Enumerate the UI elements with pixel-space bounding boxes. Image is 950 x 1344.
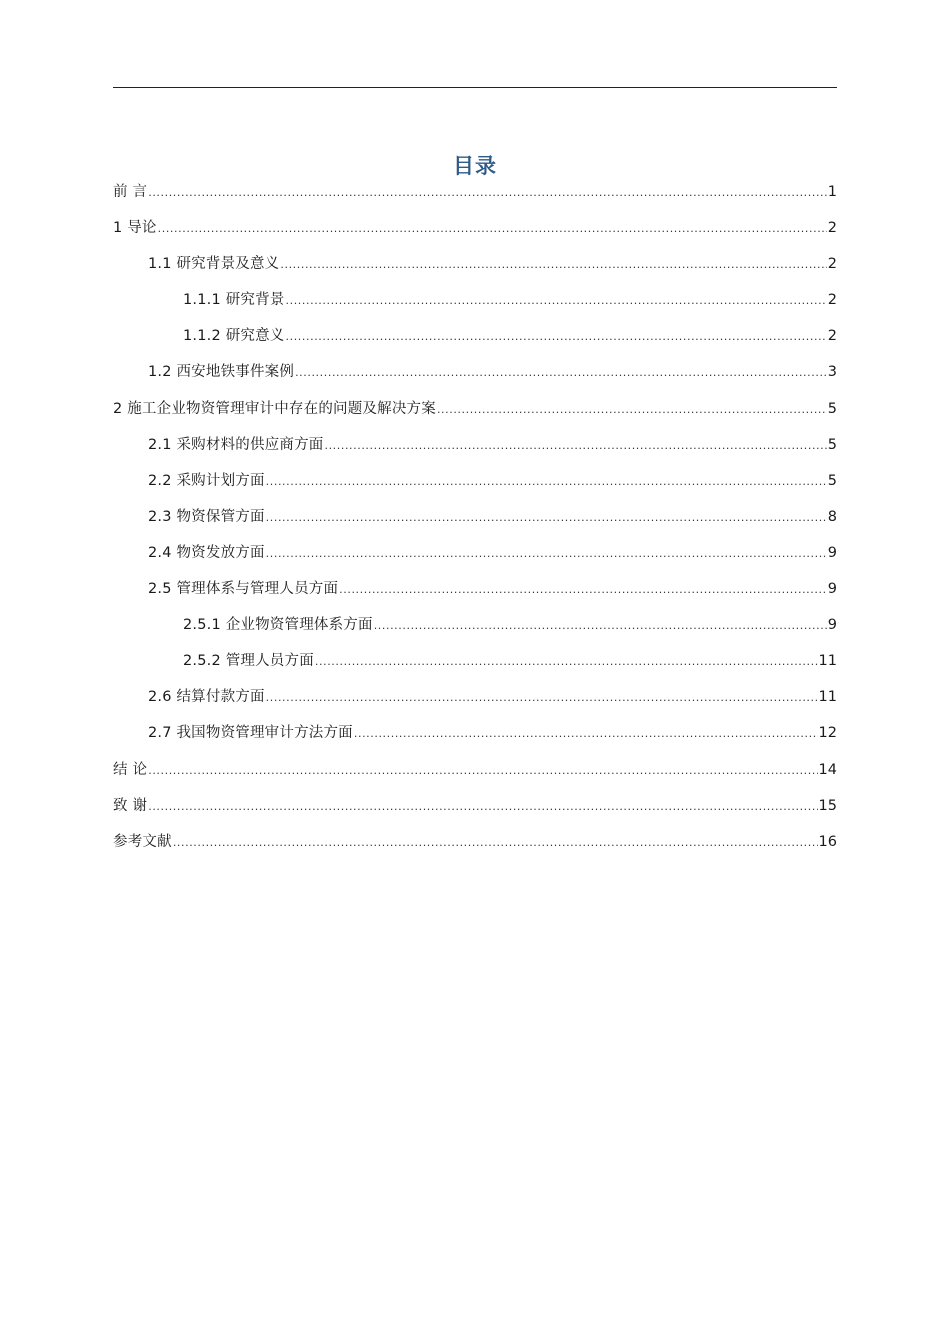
toc-entry-label: 2.5 管理体系与管理人员方面 <box>148 581 339 598</box>
toc-dot-leader <box>374 612 827 640</box>
toc-entry-preface[interactable] <box>113 178 837 214</box>
toc-entry-section-2-4[interactable] <box>113 539 837 575</box>
toc-entry-label: 2.3 物资保管方面 <box>148 508 265 525</box>
toc-dot-leader <box>266 684 818 712</box>
toc-entry-section-2-1[interactable] <box>113 431 837 467</box>
toc-dot-leader <box>173 829 818 857</box>
toc-entry-label: 1.1.1 研究背景 <box>183 292 285 309</box>
toc-entry-label: 2.6 结算付款方面 <box>148 689 265 706</box>
toc-dot-leader <box>148 793 817 821</box>
toc-entry-label: 2.4 物资发放方面 <box>148 544 265 561</box>
toc-dot-leader <box>148 757 817 785</box>
toc-dot-leader <box>280 251 826 279</box>
toc-entry-page: 5 <box>827 472 837 489</box>
toc-entry-section-2-6[interactable] <box>113 683 837 719</box>
toc-entry-page: 11 <box>818 653 837 670</box>
toc-dot-leader <box>437 396 827 424</box>
toc-entry-section-1-1-1[interactable] <box>113 286 837 322</box>
toc-entry-page: 2 <box>827 220 837 237</box>
toc-entry-section-2-7[interactable] <box>113 719 837 755</box>
toc-entry-page: 5 <box>827 400 837 417</box>
toc-entry-section-1-1-2[interactable] <box>113 322 837 358</box>
toc-entry-acknowledgements[interactable] <box>113 792 837 828</box>
toc-entry-section-2-3[interactable] <box>113 503 837 539</box>
toc-entry-label: 结 论 <box>113 761 148 778</box>
toc-entry-page: 3 <box>827 364 837 381</box>
toc-entry-label: 1.2 西安地铁事件案例 <box>148 364 295 381</box>
header-rule <box>113 87 837 88</box>
toc-entry-page: 8 <box>827 508 837 525</box>
toc-dot-leader <box>158 215 827 243</box>
toc-entry-page: 5 <box>827 436 837 453</box>
toc-entry-conclusion[interactable] <box>113 756 837 792</box>
toc-dot-leader <box>324 432 826 460</box>
toc-dot-leader <box>339 576 827 604</box>
toc-entry-chapter-2[interactable] <box>113 395 837 431</box>
toc-entry-label: 1 导论 <box>113 220 157 237</box>
toc-dot-leader <box>266 504 827 532</box>
toc-entry-section-2-5[interactable] <box>113 575 837 611</box>
toc-entry-section-2-5-1[interactable] <box>113 611 837 647</box>
toc-entry-section-1-1[interactable] <box>113 250 837 286</box>
toc-entry-page: 2 <box>827 292 837 309</box>
toc-entry-section-1-2[interactable] <box>113 358 837 394</box>
toc-entry-label: 2.5.2 管理人员方面 <box>183 653 314 670</box>
toc-entry-references[interactable] <box>113 828 837 864</box>
toc-title: 目录 <box>453 154 497 179</box>
toc-entry-label: 参考文献 <box>113 833 172 850</box>
toc-dot-leader <box>266 468 827 496</box>
toc-entry-chapter-1[interactable] <box>113 214 837 250</box>
toc-dot-leader <box>354 720 818 748</box>
toc-entry-page: 9 <box>827 581 837 598</box>
toc-entry-label: 前 言 <box>113 184 148 200</box>
toc-dot-leader <box>266 540 827 568</box>
toc-entry-label: 1.1 研究背景及意义 <box>148 256 280 273</box>
toc-dot-leader <box>286 287 827 315</box>
toc-dot-leader <box>286 323 827 351</box>
toc-entry-page: 9 <box>827 617 837 634</box>
toc-dot-leader <box>295 359 827 387</box>
toc-entry-page: 16 <box>818 833 837 850</box>
toc-entry-label: 致 谢 <box>113 797 148 814</box>
toc-entry-label: 1.1.2 研究意义 <box>183 328 285 345</box>
toc-entry-section-2-2[interactable] <box>113 467 837 503</box>
toc-entry-page: 15 <box>818 797 837 814</box>
toc-list <box>113 178 837 864</box>
toc-entry-page: 9 <box>827 544 837 561</box>
toc-entry-label: 2.5.1 企业物资管理体系方面 <box>183 617 373 634</box>
toc-entry-page: 2 <box>827 328 837 345</box>
toc-entry-label: 2.7 我国物资管理审计方法方面 <box>148 725 353 742</box>
toc-entry-page: 14 <box>818 761 837 778</box>
toc-entry-page: 2 <box>827 256 837 273</box>
toc-entry-page: 11 <box>818 689 837 706</box>
toc-entry-label: 2 施工企业物资管理审计中存在的问题及解决方案 <box>113 400 436 417</box>
toc-entry-page: 12 <box>818 725 837 742</box>
toc-entry-section-2-5-2[interactable] <box>113 647 837 683</box>
toc-dot-leader <box>315 648 818 676</box>
toc-entry-page: 1 <box>827 184 837 200</box>
toc-dot-leader <box>148 179 827 207</box>
toc-entry-label: 2.2 采购计划方面 <box>148 472 265 489</box>
toc-entry-label: 2.1 采购材料的供应商方面 <box>148 436 324 453</box>
